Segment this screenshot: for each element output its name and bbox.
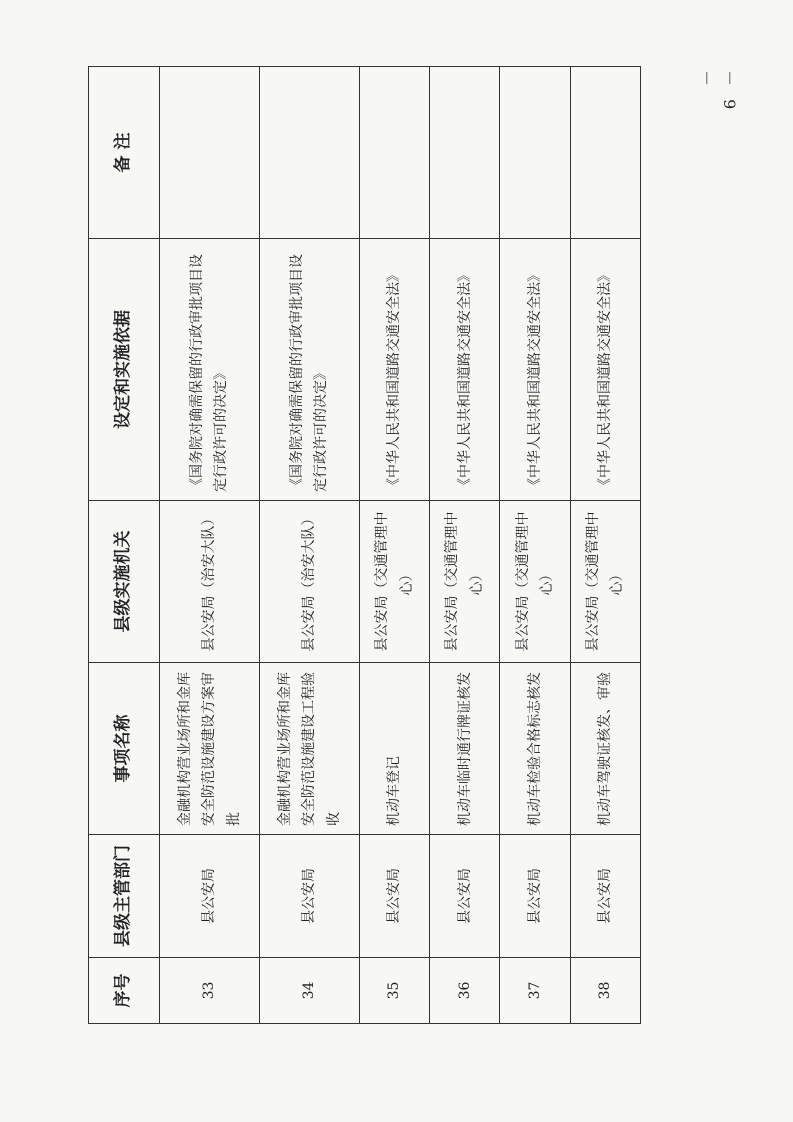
cell-implementing-org: 县公安局（治安大队） xyxy=(259,501,359,663)
cell-serial: 33 xyxy=(160,958,260,1024)
cell-legal-basis: 《中华人民共和国道路交通安全法》 xyxy=(359,239,429,501)
cell-legal-basis: 《中华人民共和国道路交通安全法》 xyxy=(500,239,570,501)
cell-serial: 35 xyxy=(359,958,429,1024)
table-row xyxy=(359,67,429,1024)
cell-implementing-org: 县公安局（交通管理中心） xyxy=(570,501,640,663)
header-serial: 序号 xyxy=(89,958,160,1024)
cell-note xyxy=(430,67,500,239)
header-implementing-org: 县级实施机关 xyxy=(89,501,160,663)
table-stage xyxy=(88,67,641,1024)
cell-note xyxy=(570,67,640,239)
table-row xyxy=(500,67,570,1024)
cell-item-name: 机动车临时通行牌证核发 xyxy=(430,663,500,835)
table-row xyxy=(430,67,500,1024)
rotated-table-wrapper xyxy=(88,67,641,1024)
cell-legal-basis: 《国务院对确需保留的行政审批项目设定行政许可的决定》 xyxy=(259,239,359,501)
cell-note xyxy=(259,67,359,239)
cell-implementing-org: 县公安局（交通管理中心） xyxy=(359,501,429,663)
header-item-name: 事项名称 xyxy=(89,663,160,835)
cell-serial: 37 xyxy=(500,958,570,1024)
cell-department: 县公安局 xyxy=(570,835,640,958)
table-row xyxy=(570,67,640,1024)
cell-item-name: 机动车登记 xyxy=(359,663,429,835)
cell-serial: 38 xyxy=(570,958,640,1024)
cell-department: 县公安局 xyxy=(359,835,429,958)
cell-legal-basis: 《国务院对确需保留的行政审批项目设定行政许可的决定》 xyxy=(160,239,260,501)
table-row xyxy=(160,67,260,1024)
cell-department: 县公安局 xyxy=(430,835,500,958)
table-row xyxy=(259,67,359,1024)
approval-items-table xyxy=(88,66,641,1024)
cell-note xyxy=(160,67,260,239)
cell-department: 县公安局 xyxy=(500,835,570,958)
cell-note xyxy=(359,67,429,239)
cell-department: 县公安局 xyxy=(259,835,359,958)
cell-implementing-org: 县公安局（交通管理中心） xyxy=(430,501,500,663)
cell-item-name: 金融机构营业场所和金库安全防范设施建设工程验收 xyxy=(259,663,359,835)
cell-item-name: 机动车驾驶证核发、审验 xyxy=(570,663,640,835)
cell-serial: 34 xyxy=(259,958,359,1024)
cell-department: 县公安局 xyxy=(160,835,260,958)
page-number: － 9 － xyxy=(697,70,739,114)
cell-note xyxy=(500,67,570,239)
cell-item-name: 机动车检验合格标志核发 xyxy=(500,663,570,835)
table-header-row xyxy=(89,67,160,1024)
cell-legal-basis: 《中华人民共和国道路交通安全法》 xyxy=(430,239,500,501)
cell-item-name: 金融机构营业场所和金库安全防范设施建设方案审批 xyxy=(160,663,260,835)
cell-implementing-org: 县公安局（治安大队） xyxy=(160,501,260,663)
cell-serial: 36 xyxy=(430,958,500,1024)
cell-implementing-org: 县公安局（交通管理中心） xyxy=(500,501,570,663)
header-note: 备 注 xyxy=(89,67,160,239)
cell-legal-basis: 《中华人民共和国道路交通安全法》 xyxy=(570,239,640,501)
header-legal-basis: 设定和实施依据 xyxy=(89,239,160,501)
header-department: 县级主管部门 xyxy=(89,835,160,958)
